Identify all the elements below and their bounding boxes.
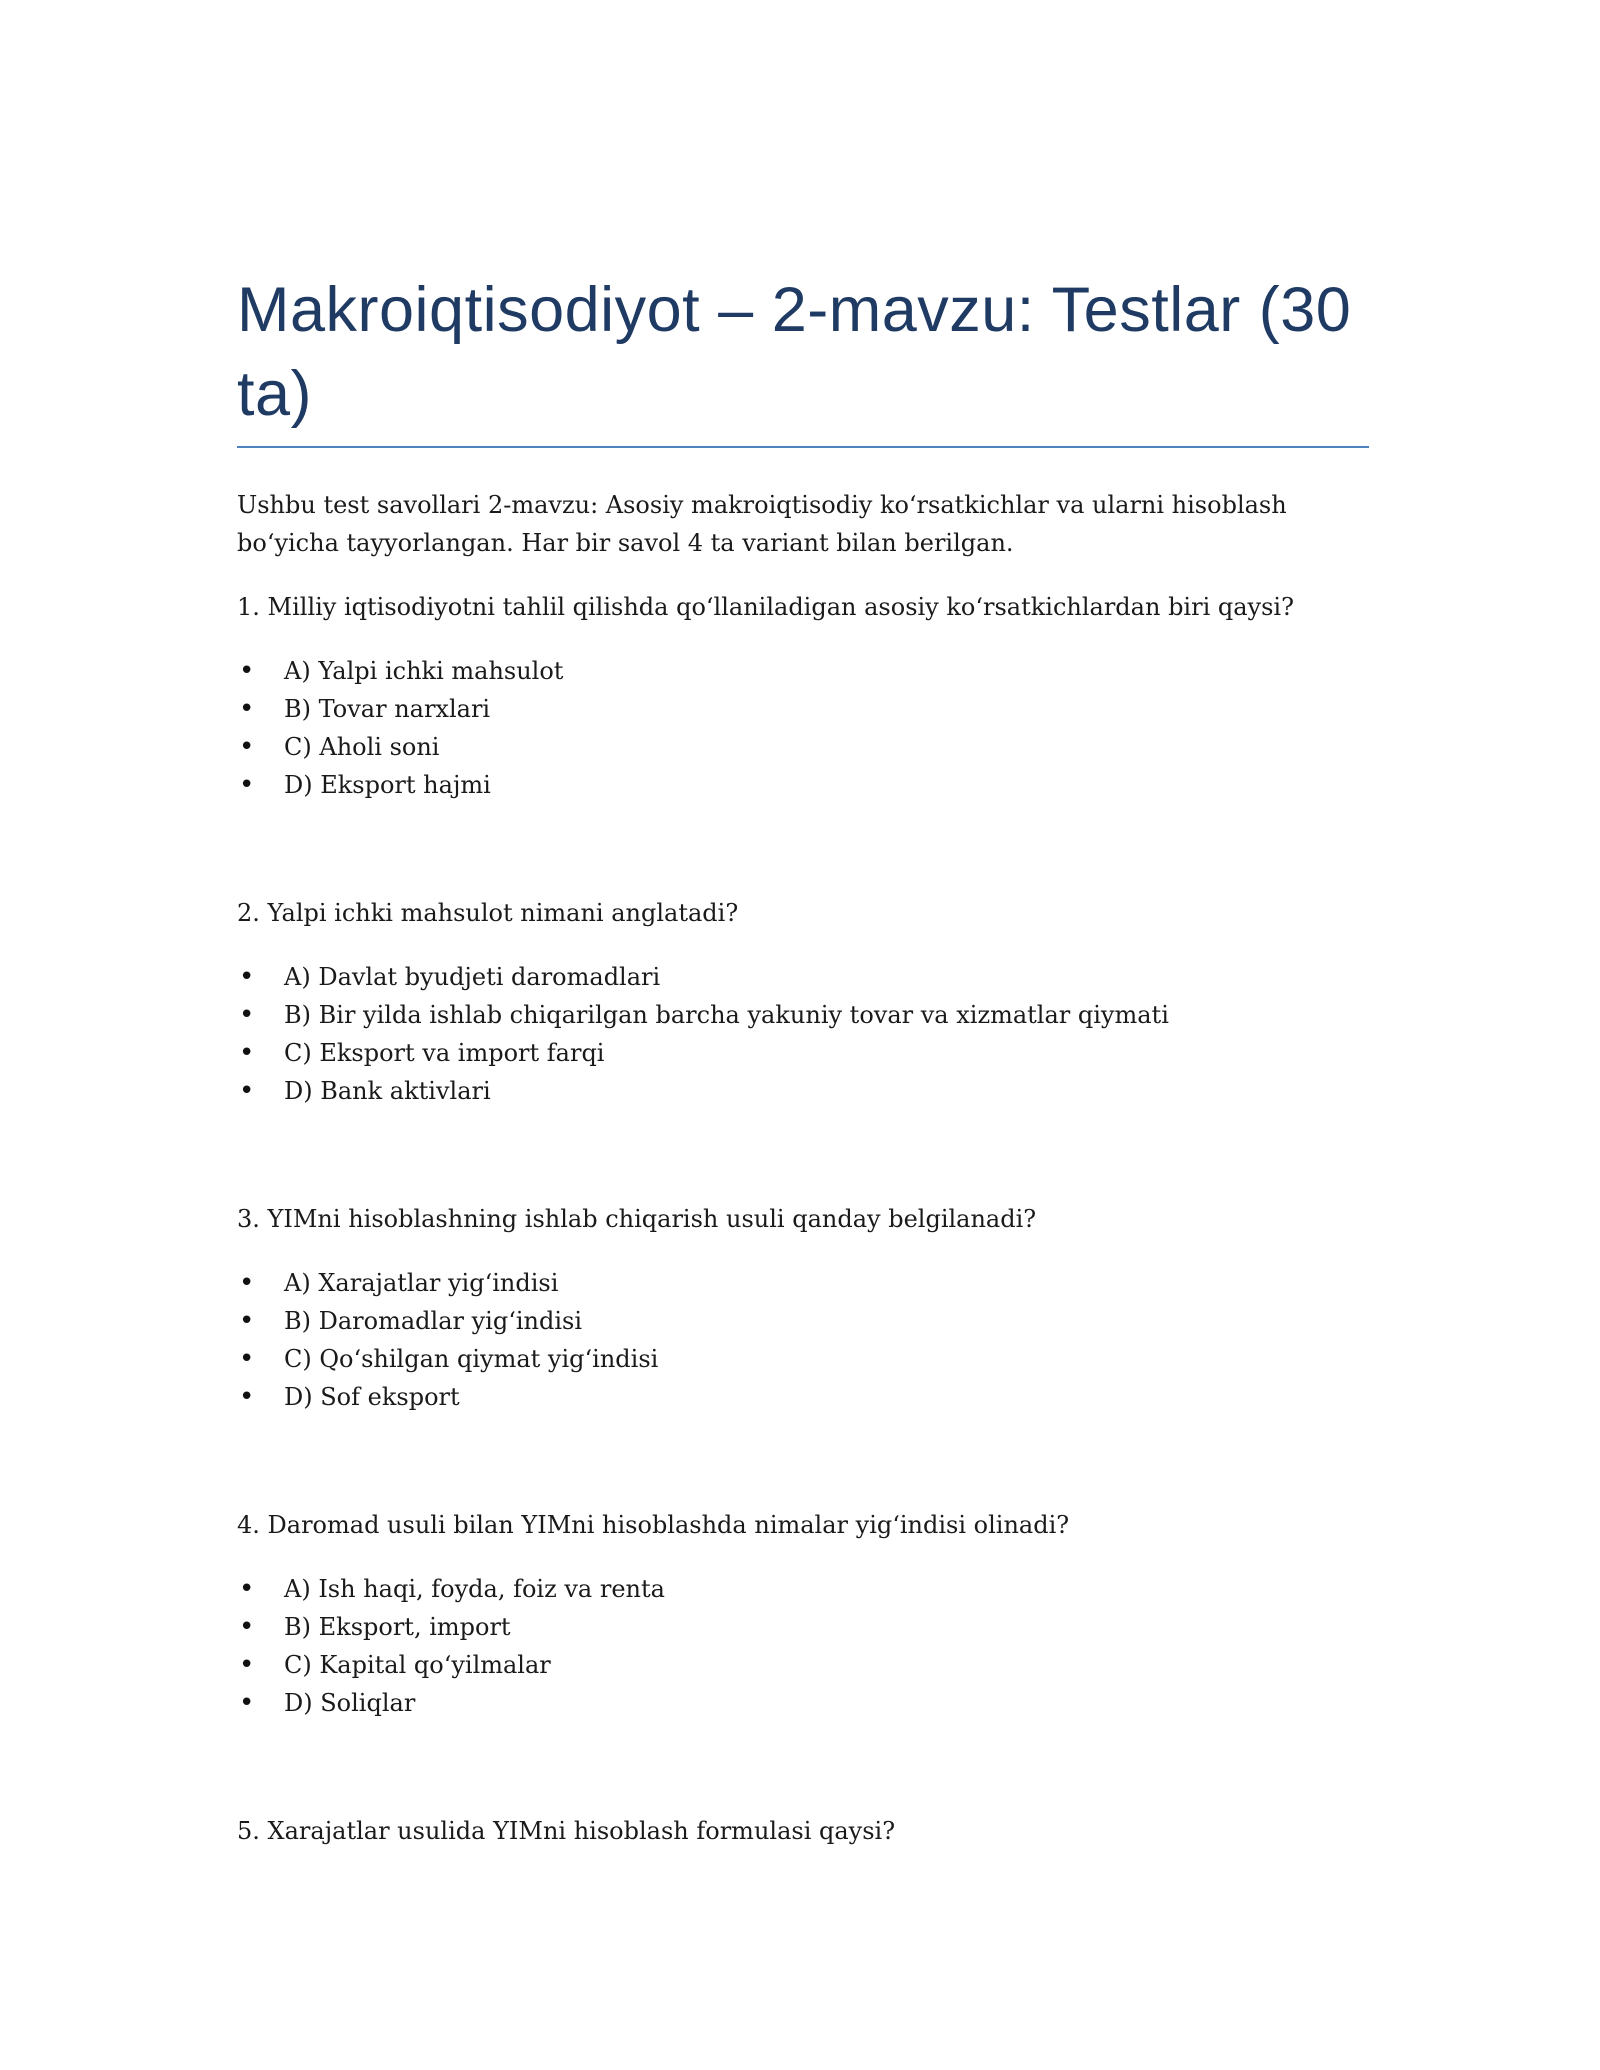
answer-option-label: D) Sof eksport	[284, 1383, 460, 1411]
bullet-icon: •	[239, 1574, 255, 1604]
answer-option	[237, 1072, 1369, 1110]
bullet-icon: •	[239, 732, 255, 762]
bullet-icon: •	[239, 694, 255, 724]
questions-list	[237, 588, 1369, 1850]
answer-option	[237, 1646, 1369, 1684]
bullet-icon: •	[239, 1650, 255, 1680]
question-block	[237, 894, 1369, 1110]
question-block	[237, 1812, 1369, 1850]
answer-option-label: A) Xarajatlar yig‘indisi	[284, 1269, 559, 1297]
bullet-icon: •	[239, 1382, 255, 1412]
answer-options-list	[237, 1570, 1369, 1722]
answer-option-label: C) Aholi soni	[284, 733, 440, 761]
question-text: 1. Milliy iqtisodiyotni tahlil qilishda qo‘llaniladigan asosiy ko‘rsatkichlardan biri qaysi?	[237, 593, 1294, 621]
answer-option	[237, 728, 1369, 766]
question-block	[237, 588, 1369, 804]
answer-option-label: C) Eksport va import farqi	[284, 1039, 605, 1067]
answer-options-list	[237, 652, 1369, 804]
bullet-icon: •	[239, 770, 255, 800]
answer-option	[237, 1570, 1369, 1608]
question-text: 5. Xarajatlar usulida YIMni hisoblash formulasi qaysi?	[237, 1817, 896, 1845]
bullet-icon: •	[239, 1344, 255, 1374]
answer-option-label: A) Ish haqi, foyda, foiz va renta	[284, 1575, 665, 1603]
answer-option-label: B) Eksport, import	[284, 1613, 511, 1641]
question-block	[237, 1200, 1369, 1416]
answer-option-label: A) Davlat byudjeti daromadlari	[284, 963, 661, 991]
answer-option-label: B) Bir yilda ishlab chiqarilgan barcha yakuniy tovar va xizmatlar qiymati	[284, 1001, 1169, 1029]
question-block	[237, 1506, 1369, 1722]
answer-option	[237, 652, 1369, 690]
answer-option-label: D) Eksport hajmi	[284, 771, 491, 799]
answer-option	[237, 1340, 1369, 1378]
question-text: 3. YIMni hisoblashning ishlab chiqarish usuli qanday belgilanadi?	[237, 1205, 1037, 1233]
bullet-icon: •	[239, 1612, 255, 1642]
answer-option-label: C) Kapital qo‘yilmalar	[284, 1651, 551, 1679]
answer-option	[237, 690, 1369, 728]
answer-option	[237, 1034, 1369, 1072]
bullet-icon: •	[239, 1268, 255, 1298]
bullet-icon: •	[239, 1000, 255, 1030]
answer-option-label: A) Yalpi ichki mahsulot	[284, 657, 564, 685]
bullet-icon: •	[239, 1076, 255, 1106]
answer-option	[237, 766, 1369, 804]
answer-option-label: B) Daromadlar yig‘indisi	[284, 1307, 583, 1335]
intro-paragraph: Ushbu test savollari 2-mavzu: Asosiy makroiqtisodiy ko‘rsatkichlar va ularni hisoblash bo‘yicha tayyorlangan. Har bir savol 4 ta variant bilan berilgan.	[237, 491, 1287, 557]
title-underline-divider	[237, 446, 1369, 448]
answer-option	[237, 958, 1369, 996]
bullet-icon: •	[239, 1306, 255, 1336]
document-content	[237, 268, 1369, 1876]
answer-option	[237, 1264, 1369, 1302]
answer-option-label: D) Soliqlar	[284, 1689, 416, 1717]
answer-option	[237, 1378, 1369, 1416]
answer-option-label: B) Tovar narxlari	[284, 695, 491, 723]
answer-option	[237, 1302, 1369, 1340]
document-title: Makroiqtisodiyot – 2-mavzu: Testlar (30 ta)	[237, 275, 1352, 429]
question-text: 4. Daromad usuli bilan YIMni hisoblashda nimalar yig‘indisi olinadi?	[237, 1511, 1070, 1539]
answer-option	[237, 1684, 1369, 1722]
bullet-icon: •	[239, 1688, 255, 1718]
answer-options-list	[237, 958, 1369, 1110]
answer-option-label: D) Bank aktivlari	[284, 1077, 491, 1105]
bullet-icon: •	[239, 1038, 255, 1068]
answer-option	[237, 996, 1369, 1034]
answer-option-label: C) Qo‘shilgan qiymat yig‘indisi	[284, 1345, 659, 1373]
question-text: 2. Yalpi ichki mahsulot nimani anglatadi?	[237, 899, 739, 927]
bullet-icon: •	[239, 962, 255, 992]
answer-option	[237, 1608, 1369, 1646]
bullet-icon: •	[239, 656, 255, 686]
answer-options-list	[237, 1264, 1369, 1416]
